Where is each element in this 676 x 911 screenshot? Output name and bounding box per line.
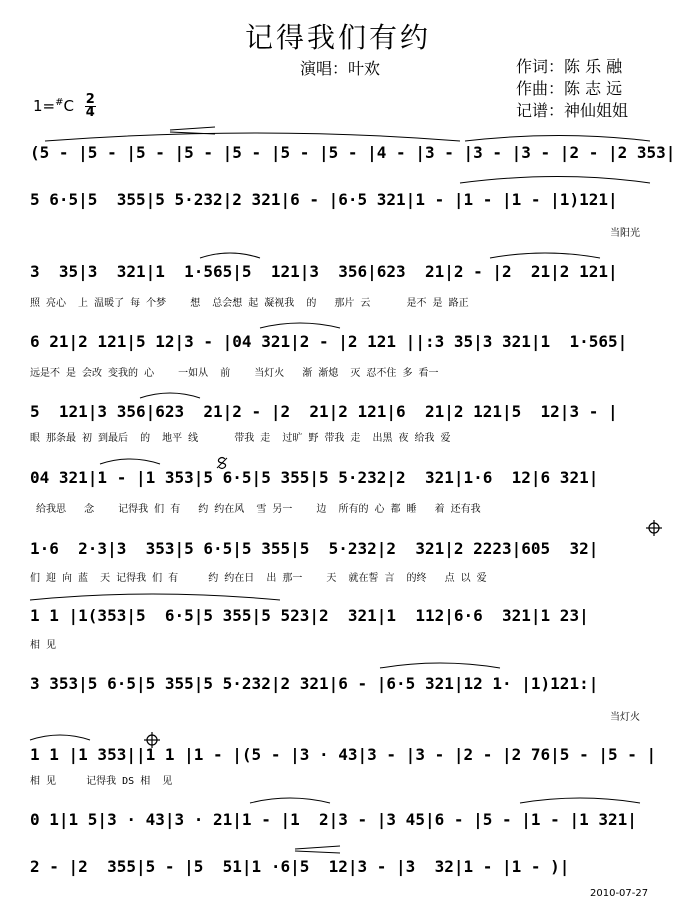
- lyric-line: 眼 那条最 初 到最后 的 地平 线 带我 走 过旷 野 带我 走 出黑 夜 给我 爱: [30, 433, 451, 444]
- coda-sign-icon: [646, 520, 662, 536]
- lyric-line: 相 见: [30, 640, 57, 651]
- segno-sign-icon: [216, 456, 228, 470]
- notation-line: 5 6·5|5 355|5 5·232|2 321|6 - |6·5 321|1 - |1 - |1 - |1)121|: [30, 190, 618, 209]
- lyric-line: 相 见 记得我 DS 相 见: [30, 776, 173, 787]
- notation-line: 1 1 |1(353|5 6·5|5 355|5 523|2 321|1 112|6·6 321|1 23|: [30, 606, 589, 625]
- notation-line: (5 - |5 - |5 - |5 - |5 - |5 - |5 - |4 - |3 - |3 - |3 - |2 - |2 353|: [30, 143, 676, 162]
- time-top: 2: [85, 92, 95, 107]
- side-lyric: 当灯火: [610, 712, 640, 723]
- composer-credit: 作曲：陈 志 远: [516, 79, 623, 98]
- key-accidental: #: [55, 97, 64, 108]
- notation-line: 1·6 2·3|3 353|5 6·5|5 355|5 5·232|2 321|2 2223|605 32|: [30, 539, 599, 558]
- time-bottom: 4: [85, 105, 95, 120]
- lyric-line: 们 迎 向 蓝 天 记得我 们 有 约 约在日 出 那一 天 就在誓 言 的终 点 以 爱: [30, 573, 487, 584]
- side-lyric: 当阳光: [610, 228, 640, 239]
- notation-line: 3 35|3 321|1 1·565|5 121|3 356|623 21|2 - |2 21|2 121|: [30, 262, 618, 281]
- notation-line: 1 1 |1 353||1 1 |1 - |(5 - |3 · 43|3 - |3 - |2 - |2 76|5 - |5 - |: [30, 745, 657, 764]
- lyric-line: 给我思 念 记得我 们 有 约 约在风 雪 另一 边 所有的 心 都 睡 着 还有我: [30, 504, 481, 515]
- lyricist-credit: 作词：陈 乐 融: [516, 57, 623, 76]
- notation-line: 5 121|3 356|623 21|2 - |2 21|2 121|6 21|2 121|5 12|3 - |: [30, 402, 618, 421]
- notation-line: 6 21|2 121|5 12|3 - |04 321|2 - |2 121 ||:3 35|3 321|1 1·565|: [30, 332, 628, 351]
- notation-line: 04 321|1 - |1 353|5 6·5|5 355|5 5·232|2 321|1·6 12|6 321|: [30, 468, 599, 487]
- key-label: 1=: [33, 97, 56, 115]
- lyric-line: 照 亮心 上 温暖了 每 个梦 想 总会想 起 凝视我 的 那片 云 是不 是 路正: [30, 298, 469, 309]
- transcriber-credit: 记谱：神仙姐姐: [516, 101, 629, 120]
- key-note: C: [63, 97, 74, 115]
- transcription-date: 2010-07-27: [590, 888, 649, 899]
- lyric-line: 远是不 是 会改 变我的 心 一如从 前 当灯火 渐 渐熄 灭 忍不住 多 看一: [30, 368, 439, 379]
- singer-credit: 演唱：叶欢: [300, 59, 381, 78]
- notation-line: 2 - |2 355|5 - |5 51|1 ·6|5 12|3 - |3 32|1 - |1 - )|: [30, 857, 570, 876]
- notation-line: 3 353|5 6·5|5 355|5 5·232|2 321|6 - |6·5 321|12 1· |1)121:|: [30, 674, 599, 693]
- song-title: 记得我们有约: [244, 21, 431, 54]
- notation-line: 0 1|1 5|3 · 43|3 · 21|1 - |1 2|3 - |3 45|6 - |5 - |1 - |1 321|: [30, 810, 637, 829]
- coda-sign-icon: [144, 732, 160, 748]
